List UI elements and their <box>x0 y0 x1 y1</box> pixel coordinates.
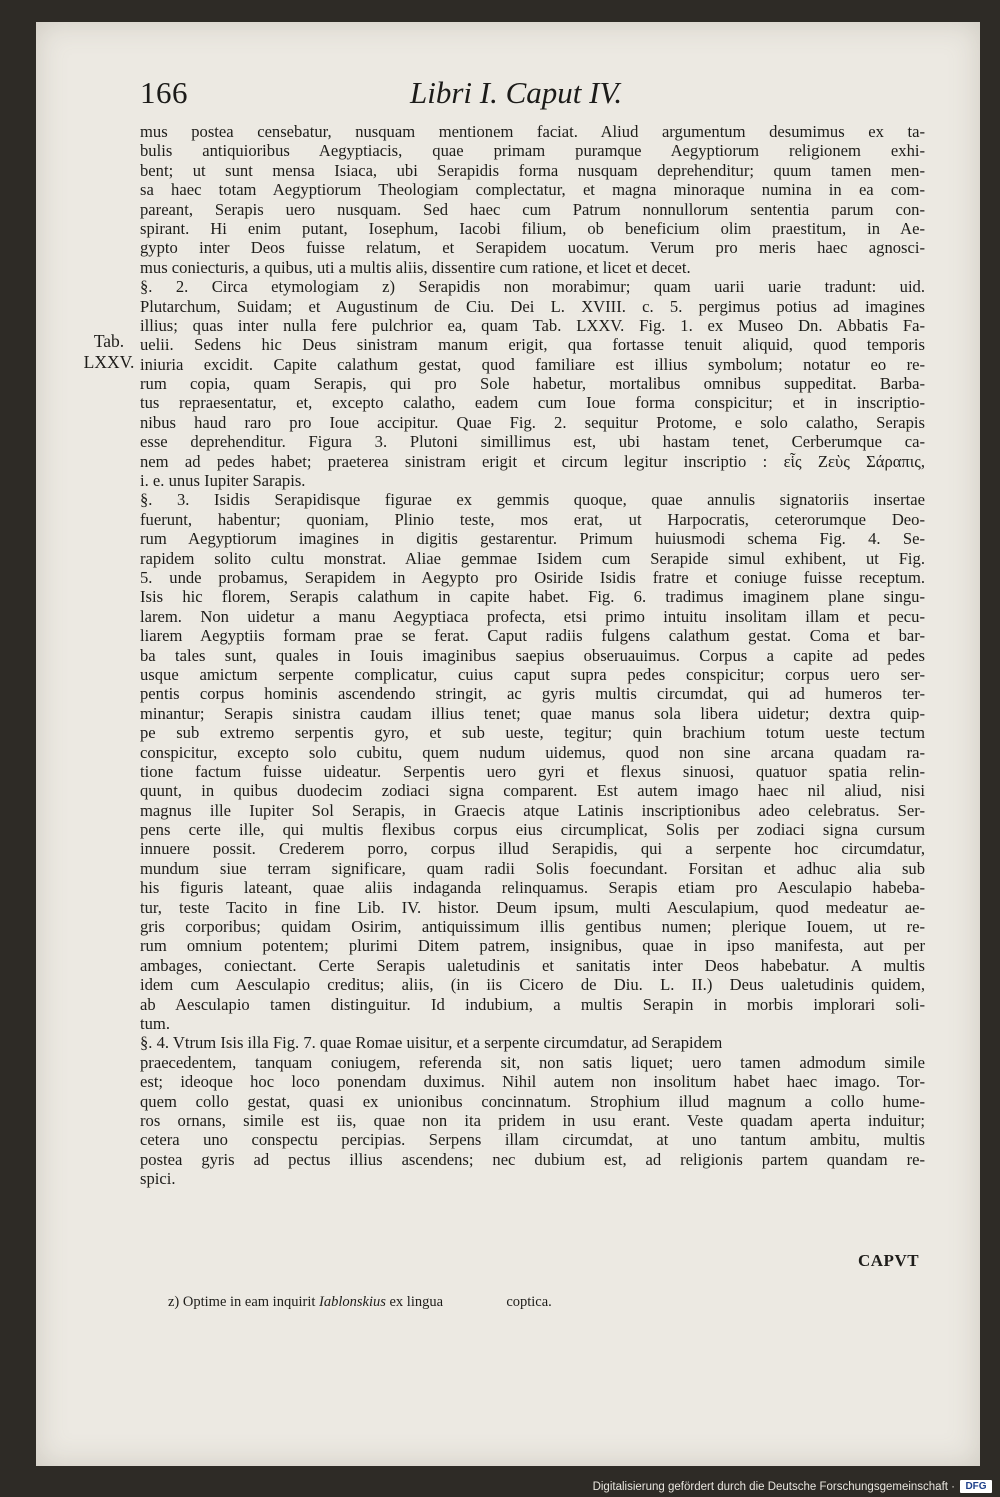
text-line: tus repraesentatur, et, excepto calatho, eadem cum Ioue forma conspicitur; et in inscriptio- <box>140 393 925 413</box>
text-line: uelii. Sedens hic Deus sinistram manum erigit, qua fortasse tenuit aliquid, quod temporis <box>140 335 925 355</box>
page-header <box>140 75 930 115</box>
text-line: rum copia, quam Serapis, qui pro Sole habetur, mortalibus omnibus suppeditat. Barba- <box>140 374 925 394</box>
text-line: praecedentem, tanquam coniugem, referenda sit, non satis liquet; uero tamen admodum simile <box>140 1052 925 1072</box>
text-line: §. 2. Circa etymologiam z) Serapidis non morabimur; quam uarii uarie tradunt: uid. <box>140 277 925 297</box>
text-line: magnus ille Iupiter Sol Serapis, in Graecis atque Latinis inscriptionibus adeo celebratus. Ser- <box>140 800 925 820</box>
text-line: illius; quas inter nulla fere pulchrior ea, quam Tab. LXXV. Fig. 1. ex Museo Dn. Abbatis Fa- <box>140 315 925 335</box>
text-line: gypto inter Deos fuisse relatum, et Serapidem uocatum. Verum pro meris haec agnosci- <box>140 238 925 258</box>
footnote-author: Iablonskius <box>319 1294 386 1310</box>
text-line: pentis corpus hominis ascendendo stringit, ac gyris multis circumdat, qui ad humeros ter- <box>140 684 925 704</box>
text-line: nem ad pedes habet; praeterea sinistram erigit et circum legitur inscriptio : εἷς Ζεὺς Σάραπις, <box>140 451 925 471</box>
text-line: spirant. Hi enim putant, Iosephum, Iacobi filium, ob beneficium olim praestitum, in Ae- <box>140 218 925 238</box>
text-line: pe sub extremo serpentis gyro, et sub ueste, tegitur; quin brachium totum ueste tectum <box>140 723 925 743</box>
text-line: tum. <box>140 1013 170 1033</box>
text-line: minantur; Serapis sinistra caudam illius tenet; quae manus sola libera uidetur; dextra quip- <box>140 703 925 723</box>
text-line: est; ideoque hoc loco ponendam duximus. Nihil autem non insolitum habet haec imago. Tor- <box>140 1072 925 1092</box>
text-line: idem cum Aesculapio creditus; aliis, (in iis Cicero de Diu. L. II.) Deus ualetudinis quidem, <box>140 975 925 995</box>
text-line: postea gyris ad pectus illius ascendens; nec dubium est, ad religionis partem quandam re- <box>140 1149 925 1169</box>
text-line: mundum siue terram significare, quam radii Solis foecundant. Forsitan et adhuc alia sub <box>140 858 925 878</box>
text-line: pens certe ille, qui multis flexibus corpus eius circumplicat, Solis per zodiaci signa cursum <box>140 820 925 840</box>
text-line: esse deprehenditur. Figura 3. Plutoni simillimus est, ubi hastam tenet, Cerberumque ca- <box>140 432 925 452</box>
text-line: gris corporibus; quidam Osirim, antiquissimum illis gentibus numen; plerique Iouem, ut re- <box>140 917 925 937</box>
text-line: §. 3. Isidis Serapidisque figurae ex gemmis quoque, quae annulis signatoriis insertae <box>140 490 925 510</box>
text-line: ros ornans, simile est iis, quae non ita pridem in usu erant. Veste quadam aperta induitur; <box>140 1110 925 1130</box>
text-line: bulis antiquioribus Aegyptiacis, quae primam puramque Aegyptiorum religionem exhi- <box>140 141 925 161</box>
text-line: bent; ut sunt mensa Isiaca, ubi Serapidis forma nusquam deprehenditur; quum tamen men- <box>140 160 925 180</box>
text-line: innuere possit. Crederem porro, corpus illud Serapidis, qui a serpente hoc circumdatur, <box>140 839 925 859</box>
body-text <box>140 122 925 1188</box>
text-line: rapidem solito cultu monstrat. Aliae gemmae Isidem cum Serapide simul exhibent, ut Fig. <box>140 548 925 568</box>
text-line: §. 4. Vtrum Isis illa Fig. 7. quae Romae uisitur, et a serpente circumdatur, ad Serapidem <box>140 1033 723 1053</box>
text-line: fuerunt, habentur; quoniam, Plinio teste, mos erat, ut Harpocratis, ceterorumque Deo- <box>140 509 925 529</box>
text-line: iniuria excidit. Capite calathum gestat, quod familiare est illius symbolum; notatur eo re- <box>140 354 925 374</box>
text-line: usque amictum serpente complicatur, cuius caput supra pedes conspicitur; corpus uero ser- <box>140 664 925 684</box>
text-line: ba tales sunt, quales in Iouis imaginibus saepius obseruauimus. Corpus a capite ad pedes <box>140 645 925 665</box>
margin-note-line: LXXV. <box>83 352 135 372</box>
text-line: larem. Non uidetur a manu Aegyptiaca profecta, etsi primo intuitu insolitam illam et pecu- <box>140 606 925 626</box>
margin-note <box>74 331 144 373</box>
text-line: mus coniecturis, a quibus, uti a multis aliis, dissentire cum ratione, et licet et decet. <box>140 257 691 277</box>
text-line: pareant, Serapis uero nusquam. Sed haec cum Patrum nonnullorum sententia parum con- <box>140 199 925 219</box>
text-line: sa haec totam Aegyptiorum Theologiam complectatur, et magna minoraque numina in ea com- <box>140 180 925 200</box>
catchword: CAPVT <box>858 1251 920 1270</box>
margin-note-line: Tab. <box>93 331 125 351</box>
text-line: liarem Aegyptiis formam prae se ferat. Caput radiis fulgens calathum gestat. Coma et bar- <box>140 626 925 646</box>
text-line: his figuris lateant, quae aliis indaganda relinquamus. Serapis etiam pro Aesculapio habeba- <box>140 878 925 898</box>
text-line: mus postea censebatur, nusquam mentionem faciat. Aliud argumentum desumimus ex ta- <box>140 122 925 141</box>
text-line: conspicitur, excepto solo cubitu, quem nudum uidemus, quod non sine arcana quadam ra- <box>140 742 925 762</box>
dfg-logo: DFG <box>960 1480 992 1493</box>
footer-bar <box>0 1478 1000 1497</box>
text-line: nibus haud raro pro Ioue accipitur. Quae Fig. 2. sequitur Protome, e solo calatho, Serapis <box>140 412 925 432</box>
running-title: Libri I. Caput IV. <box>410 75 623 110</box>
text-line: tione factum fuisse uideatur. Serpentis uero gyri et flexus sinuosi, quatuor spatia relin- <box>140 761 925 781</box>
footnote <box>168 1294 552 1311</box>
text-line: ab Aesculapio tamen distinguitur. Id indubium, a multis Serapin in morbis implorari soli- <box>140 994 925 1014</box>
text-line: Plutarchum, Suidam; et Augustinum de Ciu. Dei L. XVIII. c. 5. pergimus potius ad imagines <box>140 296 925 316</box>
text-line: quem collo gestat, quasi ex unionibus concinnatum. Strophium illud magnum a collo hume- <box>140 1091 925 1111</box>
text-line: tur, teste Tacito in fine Lib. IV. histor. Deum ipsum, multi Aesculapium, quod medeatur ae- <box>140 897 925 917</box>
page-number: 166 <box>140 75 188 110</box>
text-line: rum Aegyptiorum imagines in digitis gestarentur. Primum huiusmodi schema Fig. 4. Se- <box>140 529 925 549</box>
footnote-text: Optime in eam inquirit <box>182 1294 316 1310</box>
text-line: spici. <box>140 1169 176 1189</box>
text-line: 5. unde probamus, Serapidem in Aegypto pro Osiride Isidis fratre et coniuge fuisse receptum. <box>140 567 925 587</box>
text-line: Isis hic florem, Serapis calathum in capite habet. Fig. 6. tradimus imaginem plane singu- <box>140 587 925 607</box>
footer-credit: Digitalisierung gefördert durch die Deutsche Forschungsgemeinschaft · <box>592 1481 955 1493</box>
footnote-marker: z) <box>168 1294 180 1310</box>
text-line: rum omnium potentem; plurimi Ditem patrem, insignibus, quae in ipso manifesta, aut per <box>140 936 925 956</box>
footnote-text-2: ex lingua <box>389 1294 444 1310</box>
text-line: ambages, coniectant. Certe Serapis ualetudinis et sanitatis inter Deos habebatur. A multis <box>140 955 925 975</box>
text-line: i. e. unus Iupiter Sarapis. <box>140 471 306 491</box>
text-line: quunt, in quibus duodecim zodiaci signa comparent. Est autem imago haec nil aliud, nisi <box>140 781 925 801</box>
footnote-text-3: coptica. <box>506 1294 552 1310</box>
text-line: cetera uno conspectu percipias. Serpens illam circumdat, at uno tantum ambitu, multis <box>140 1130 925 1150</box>
